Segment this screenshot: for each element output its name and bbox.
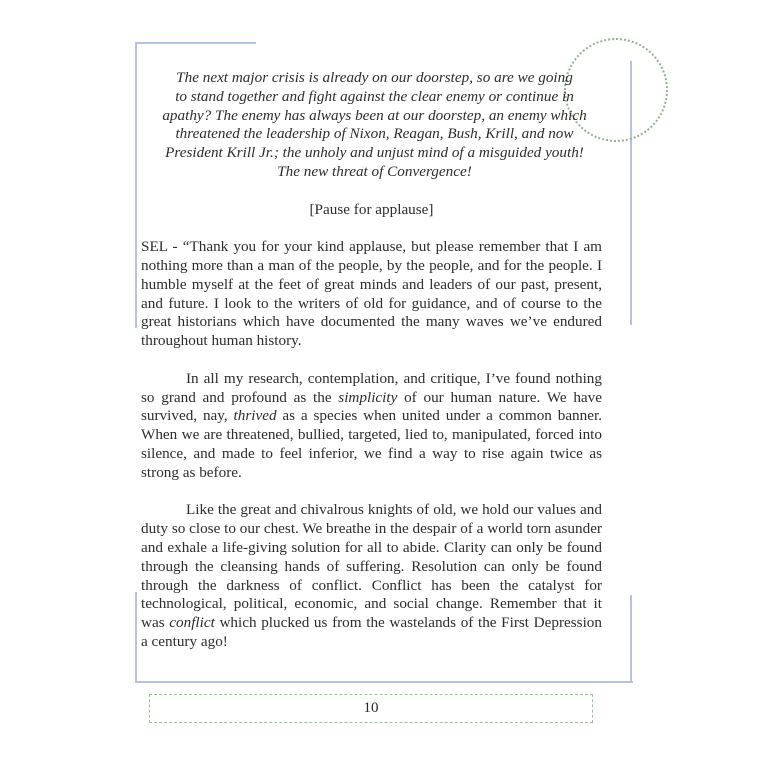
paragraph-text: of our human nature. We have survived, nay,: [141, 388, 602, 425]
paragraph-text: In all my research, contemplation, and critique, I’ve found nothing so grand and profound as the: [141, 369, 602, 406]
paragraph-text: which plucked us from the wastelands of the First Depression a century ago!: [141, 614, 602, 650]
heading-line: to stand together and fight against the clear enemy or continue in: [175, 87, 574, 105]
page-number-frame[interactable]: [149, 694, 593, 723]
heading-line: The new threat of Convergence!: [277, 162, 472, 180]
heading-line: The next major crisis is already on our doorstep, so are we going: [176, 69, 573, 86]
page-boundary-bottom: [135, 681, 633, 683]
page-boundary-left-lower: [135, 592, 137, 683]
speech-heading: [133, 69, 616, 182]
body-paragraph-2: [141, 370, 602, 483]
page-text-column: [141, 43, 602, 652]
paragraph-text: SEL - “Thank you for your kind applause, but please remember that I am nothing more than a man of the people, by the people, and for the people. I humble myself at the feet of great minds and leaders of our past, present, and future. I look to the writers of old for guidance, and of course to the great historians which have documented the many waves we’ve endured throughout human history.: [141, 238, 602, 350]
heading-line: President Krill Jr.; the unholy and unjust mind of a misguided youth!: [165, 144, 584, 162]
heading-line: threatened the leadership of Nixon, Reagan, Bush, Krill, and now: [175, 125, 574, 143]
body-paragraph-3: [141, 501, 602, 651]
paragraph-text: as a species when united under a common banner. When we are threatened, bullied, targeted, lied to, manipulated, forced into silence, and made to feel inferior, we find a way to rise again twice as strong as before.: [141, 407, 602, 481]
page-number: 10: [363, 700, 379, 716]
emphasized-word: simplicity: [338, 388, 398, 406]
stage-direction: [Pause for applause]: [309, 200, 434, 218]
body-paragraph-1: [141, 238, 602, 351]
emphasized-word: conflict: [169, 614, 215, 632]
emphasized-word: thrived: [233, 407, 277, 425]
paragraph-text: Like the great and chivalrous knights of old, we hold our values and duty so close to our chest. We breathe in the despair of a world torn asunder and exhale a life-giving solution for all to abide. Clarity can only be found through the cleansing hands of suffering. Resolution can only be found through the darkness of conflict. Conflict has been the catalyst for technological, political, economic, and social change. Remember that it was: [141, 501, 602, 632]
heading-line: apathy? The enemy has always been at our doorstep, an enemy which: [162, 106, 587, 124]
page-boundary-right-lower: [630, 595, 632, 683]
